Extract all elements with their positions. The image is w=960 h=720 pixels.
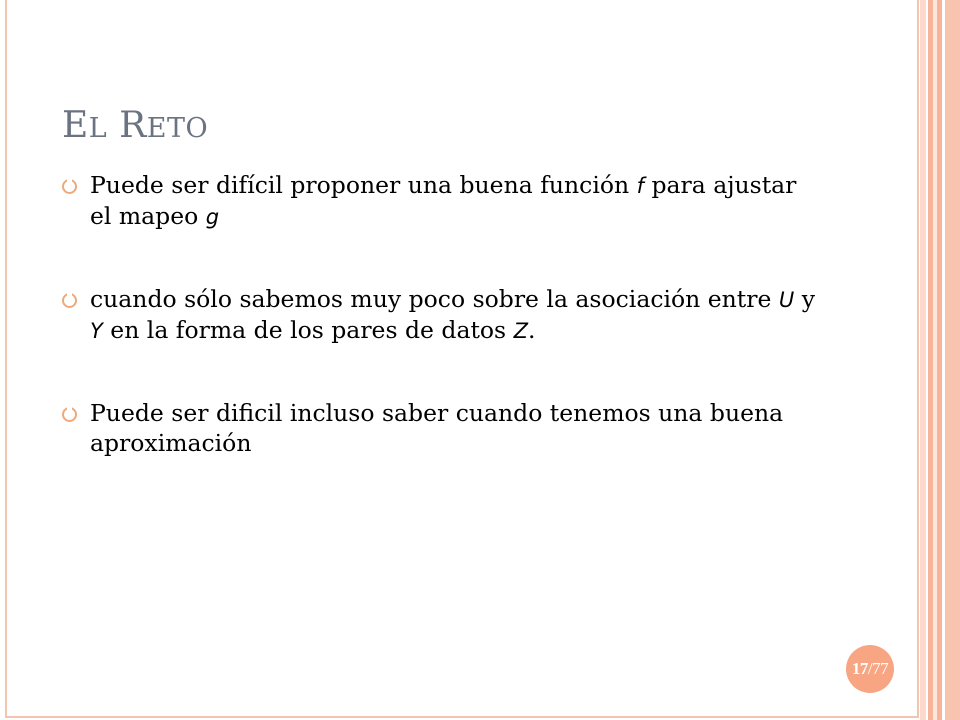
math-symbol: U	[778, 288, 795, 312]
bullet-text: cuando sólo sabemos muy poco sobre la asociación entre	[90, 285, 779, 313]
ring-bullet-icon	[62, 407, 77, 422]
title-letter: R	[119, 105, 147, 146]
bullet-text: para ajustar el mapeo	[90, 171, 797, 230]
bullet-item	[62, 284, 822, 346]
bullet-text: Puede ser dificil incluso saber cuando tenemos una buena aproximación	[90, 399, 784, 457]
current-page: 17	[851, 659, 868, 678]
decorative-stripes	[920, 0, 960, 720]
title-smallcaps: L	[88, 113, 108, 144]
bullet-text: Puede ser difícil proponer una buena función	[90, 171, 637, 199]
bullet-item	[62, 170, 822, 232]
math-symbol: g	[205, 205, 220, 229]
ring-bullet-icon	[62, 293, 77, 308]
total-pages: 77	[872, 659, 889, 678]
slide-title	[62, 106, 208, 149]
bullet-text: y	[794, 285, 815, 313]
title-letter: E	[62, 105, 89, 146]
math-symbol: Z	[513, 319, 528, 343]
bullet-text: .	[527, 316, 536, 344]
bullet-text: en la forma de los pares de datos	[102, 316, 514, 344]
bullet-item	[62, 398, 822, 458]
page-number-badge	[846, 645, 894, 693]
math-symbol: Y	[90, 319, 103, 343]
title-smallcaps: ETO	[146, 113, 209, 144]
math-symbol: f	[636, 174, 644, 198]
ring-bullet-icon	[62, 179, 77, 194]
bullet-list	[62, 170, 822, 458]
page-separator: /	[867, 659, 873, 678]
